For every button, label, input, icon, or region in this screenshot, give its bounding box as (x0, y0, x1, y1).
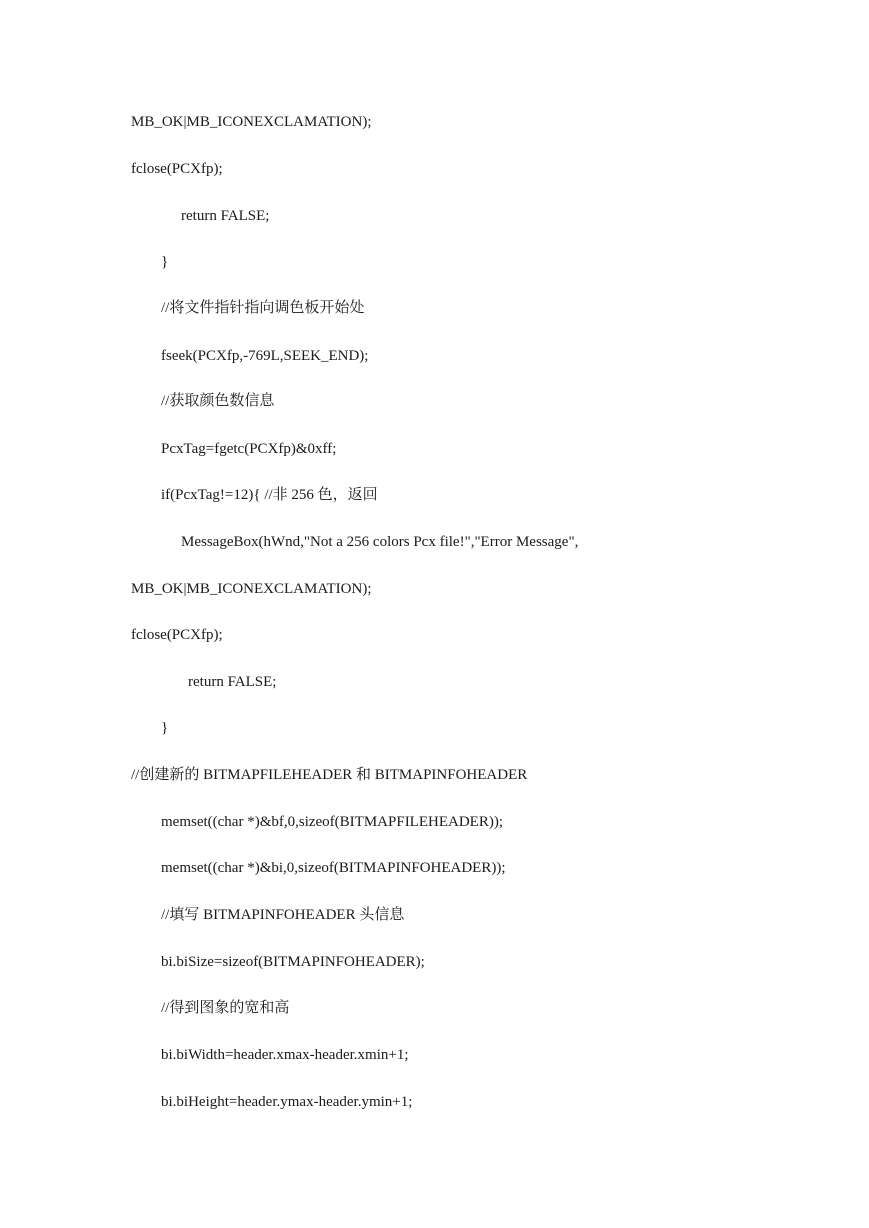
code-comment-15: //创建新的 BITMAPFILEHEADER 和 BITMAPINFOHEADER (131, 767, 528, 783)
code-line-21: bi.biWidth=header.xmax-header.xmin+1; (161, 1047, 409, 1063)
code-line-16: memset((char *)&bf,0,sizeof(BITMAPFILEHEADER)); (161, 814, 503, 830)
code-comment-20: //得到图象的宽和高 (161, 1000, 290, 1016)
code-line-19: bi.biSize=sizeof(BITMAPINFOHEADER); (161, 954, 425, 970)
code-line-22: bi.biHeight=header.ymax-header.ymin+1; (161, 1094, 413, 1110)
code-line-6: fseek(PCXfp,-769L,SEEK_END); (161, 348, 369, 364)
code-comment-7: //获取颜色数信息 (161, 393, 275, 409)
code-line-17: memset((char *)&bi,0,sizeof(BITMAPINFOHEADER)); (161, 860, 506, 876)
code-line-3: return FALSE; (181, 208, 270, 224)
code-line-13: return FALSE; (188, 674, 277, 690)
code-line-11: MB_OK|MB_ICONEXCLAMATION); (131, 581, 372, 597)
code-comment-5: //将文件指针指向调色板开始处 (161, 300, 365, 316)
code-line-8: PcxTag=fgetc(PCXfp)&0xff; (161, 441, 337, 457)
code-line-1: MB_OK|MB_ICONEXCLAMATION); (131, 114, 372, 130)
code-comment-18: //填写 BITMAPINFOHEADER 头信息 (161, 907, 405, 923)
code-line-10: MessageBox(hWnd,"Not a 256 colors Pcx file!","Error Message", (181, 534, 579, 550)
code-line-14: } (161, 720, 169, 736)
code-line-4: } (161, 254, 169, 270)
code-line-12: fclose(PCXfp); (131, 627, 223, 643)
code-line-9: if(PcxTag!=12){ //非 256 色，返回 (161, 487, 378, 503)
code-line-2: fclose(PCXfp); (131, 161, 223, 177)
